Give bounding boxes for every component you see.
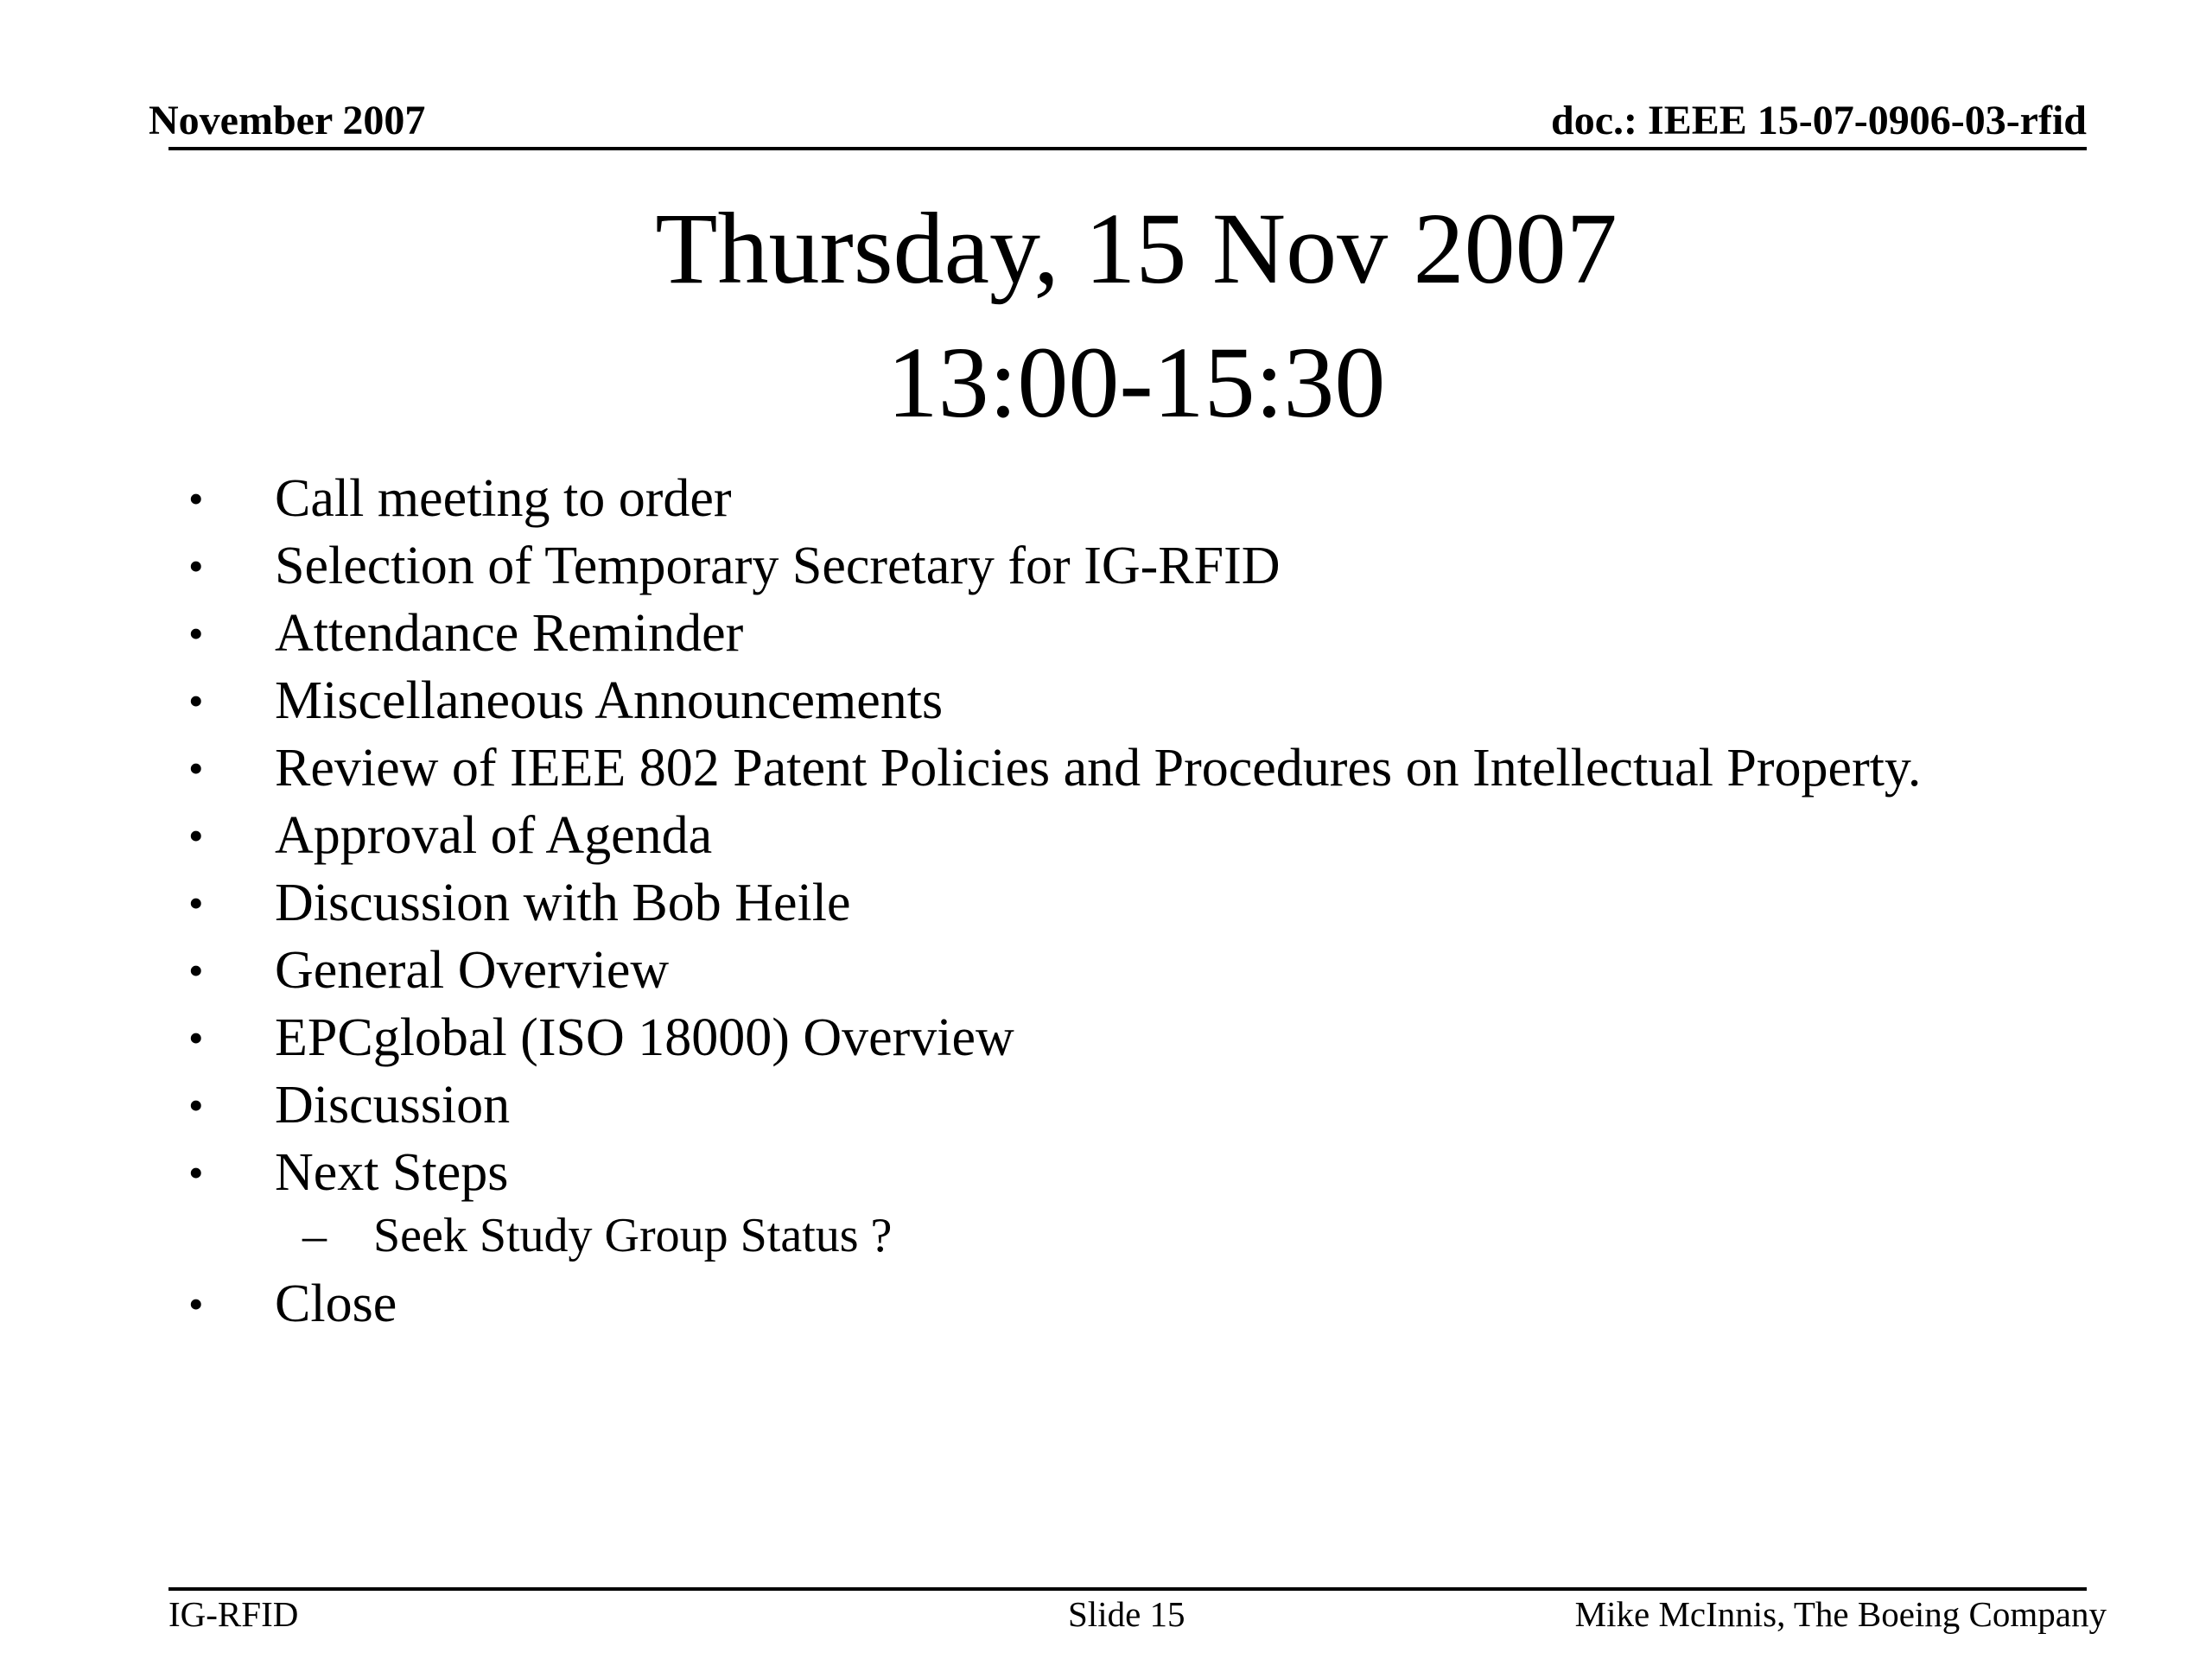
agenda-item-text: Attendance Reminder <box>275 604 744 663</box>
dash-bullet: – <box>302 1209 327 1262</box>
agenda-item-text: Call meeting to order <box>275 469 732 528</box>
agenda-item-text: EPCglobal (ISO 18000) Overview <box>275 1008 1014 1067</box>
bullet: • <box>188 1280 204 1328</box>
bullet: • <box>188 609 204 658</box>
agenda-subitem <box>181 1206 1921 1265</box>
agenda-list <box>181 465 1921 1338</box>
agenda-item <box>181 937 1921 1004</box>
agenda-item <box>181 802 1921 869</box>
agenda-item <box>181 532 1921 600</box>
agenda-item <box>181 600 1921 667</box>
agenda-item <box>181 1139 1921 1206</box>
agenda-item <box>181 1071 1921 1139</box>
bullet: • <box>188 474 204 523</box>
footer-group: IG-RFID <box>168 1594 299 1634</box>
agenda-item-text: Miscellaneous Announcements <box>275 671 944 730</box>
agenda-item <box>181 1004 1921 1071</box>
slide-title <box>0 181 2212 449</box>
header-date: November 2007 <box>149 98 426 143</box>
title-line-time: 13:00-15:30 <box>887 326 1386 439</box>
agenda-item-text: Discussion <box>275 1076 511 1135</box>
agenda-item-text: Next Steps <box>275 1143 509 1202</box>
bullet: • <box>188 811 204 860</box>
agenda-item <box>181 734 1921 802</box>
bullet: • <box>188 1081 204 1129</box>
bullet: • <box>188 542 204 590</box>
bullet: • <box>188 879 204 927</box>
bullet: • <box>188 1014 204 1062</box>
bullet: • <box>188 1148 204 1197</box>
agenda-item-text: Approval of Agenda <box>275 806 713 865</box>
agenda-item-text: Review of IEEE 802 Patent Policies and Procedures on Intellectual Property. <box>275 739 1922 798</box>
agenda-item <box>181 1270 1921 1338</box>
title-line-date: Thursday, 15 Nov 2007 <box>655 192 1618 305</box>
agenda-item-text: General Overview <box>275 941 670 1000</box>
header-rule <box>168 147 2087 150</box>
footer-author: Mike McInnis, The Boeing Company <box>1574 1594 2107 1634</box>
bullet: • <box>188 744 204 792</box>
header-doc-id: doc.: IEEE 15-07-0906-03-rfid <box>1551 98 2087 143</box>
agenda-item-text: Close <box>275 1274 397 1333</box>
agenda-item-text: Selection of Temporary Secretary for IG-RFID <box>275 537 1281 595</box>
agenda-item-text: Discussion with Bob Heile <box>275 874 851 932</box>
agenda-item <box>181 869 1921 937</box>
bullet: • <box>188 677 204 725</box>
footer-slide-number: Slide 15 <box>1068 1594 1185 1634</box>
bullet: • <box>188 946 204 995</box>
agenda-item-text: Seek Study Group Status ? <box>373 1209 893 1262</box>
agenda-item <box>181 667 1921 734</box>
agenda-item <box>181 465 1921 532</box>
